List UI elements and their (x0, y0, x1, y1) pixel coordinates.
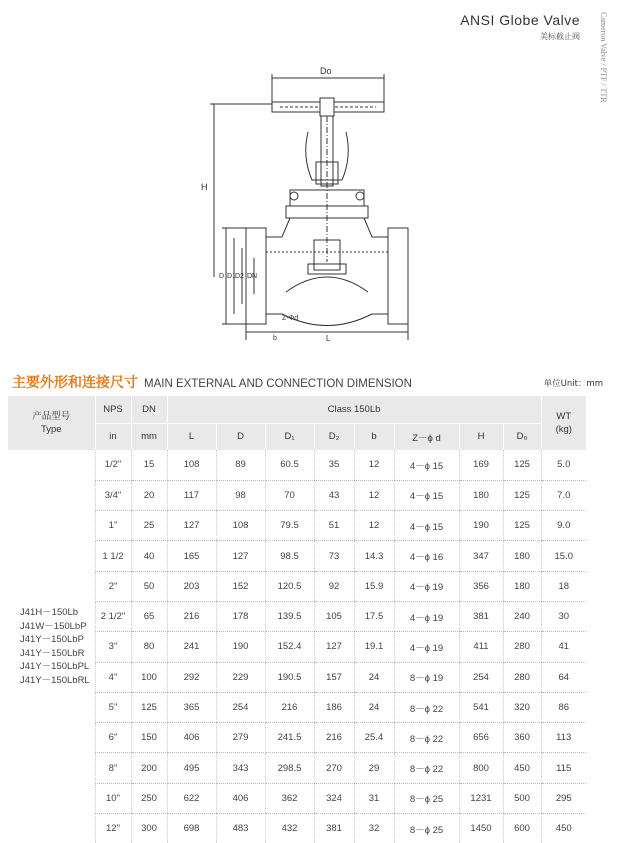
sub-header-7: Z－ϕ d (394, 423, 459, 450)
table-cell: 108 (167, 450, 216, 480)
label-h: H (201, 182, 208, 192)
table-cell: 347 (459, 541, 503, 571)
table-cell: 18 (541, 571, 586, 601)
valve-drawing (190, 62, 430, 342)
table-cell: 8－ϕ 25 (394, 783, 459, 813)
table-cell: 254 (459, 662, 503, 692)
table-cell: 406 (216, 783, 265, 813)
table-cell: 50 (131, 571, 167, 601)
table-cell: 4－ϕ 16 (394, 541, 459, 571)
table-cell: 381 (314, 814, 354, 843)
table-cell: 279 (216, 723, 265, 753)
table-cell: 4－ϕ 15 (394, 511, 459, 541)
table-cell: 8" (95, 753, 131, 783)
table-cell: 17.5 (354, 601, 394, 631)
table-cell: 5" (95, 692, 131, 722)
table-cell: 73 (314, 541, 354, 571)
table-cell: 406 (167, 723, 216, 753)
table-cell: 1450 (459, 814, 503, 843)
table-cell: 12 (354, 480, 394, 510)
table-cell: 125 (503, 450, 541, 480)
nps-header: NPS (95, 396, 131, 423)
sub-header-6: b (354, 423, 394, 450)
table-cell: 86 (541, 692, 586, 722)
table-cell: 4－ϕ 19 (394, 571, 459, 601)
table-row (8, 571, 586, 601)
table-cell: 180 (503, 541, 541, 571)
table-cell: 157 (314, 662, 354, 692)
table-cell: 70 (265, 480, 314, 510)
table-cell: 190 (459, 511, 503, 541)
table-cell: 5.0 (541, 450, 586, 480)
sub-header-1: mm (131, 423, 167, 450)
table-cell: 25 (131, 511, 167, 541)
table-cell: 180 (459, 480, 503, 510)
label-d: D (219, 273, 225, 280)
table-cell: 113 (541, 723, 586, 753)
table-cell: 4－ϕ 15 (394, 480, 459, 510)
table-cell: 216 (265, 692, 314, 722)
class-header: Class 150Lb (167, 396, 541, 423)
table-cell: 117 (167, 480, 216, 510)
table-cell: 450 (503, 753, 541, 783)
table-cell: 324 (314, 783, 354, 813)
table-cell: 254 (216, 692, 265, 722)
table-cell: 120.5 (265, 571, 314, 601)
page-title: ANSI Globe Valve (460, 12, 580, 28)
handwheel (272, 98, 384, 116)
table-cell: 178 (216, 601, 265, 631)
table-cell: 4" (95, 662, 131, 692)
table-row (8, 601, 586, 631)
table-cell: 89 (216, 450, 265, 480)
table-cell: 698 (167, 814, 216, 843)
table-cell: 295 (541, 783, 586, 813)
table-cell: 43 (314, 480, 354, 510)
side-caption: Cameron Valve / PTF / TTR (599, 12, 608, 103)
table-row (8, 783, 586, 813)
table-cell: 362 (265, 783, 314, 813)
table-cell: 483 (216, 814, 265, 843)
table-cell: 1231 (459, 783, 503, 813)
table-cell: 9.0 (541, 511, 586, 541)
table-cell: 64 (541, 662, 586, 692)
table-cell: 32 (354, 814, 394, 843)
table-cell: 152.4 (265, 632, 314, 662)
table-cell: 2 1/2" (95, 601, 131, 631)
sub-header-3: D (216, 423, 265, 450)
table-cell: 152 (216, 571, 265, 601)
table-row (8, 511, 586, 541)
table-cell: 15.0 (541, 541, 586, 571)
table-cell: 51 (314, 511, 354, 541)
table-cell: 356 (459, 571, 503, 601)
table-cell: 115 (541, 753, 586, 783)
table-cell: 150 (131, 723, 167, 753)
table-cell: 31 (354, 783, 394, 813)
table-cell: 40 (131, 541, 167, 571)
table-cell: 381 (459, 601, 503, 631)
table-cell: 29 (354, 753, 394, 783)
table-cell: 365 (167, 692, 216, 722)
type-header: 产品型号 Type (8, 396, 95, 450)
table-cell: 25.4 (354, 723, 394, 753)
label-d2: D2 (235, 273, 244, 280)
label-b: b (273, 335, 277, 342)
table-cell: 298.5 (265, 753, 314, 783)
table-cell: 125 (503, 480, 541, 510)
page-subtitle: 美标截止阀 (540, 32, 580, 41)
table-row (8, 632, 586, 662)
label-z: Z-Φd (282, 315, 299, 322)
table-cell: 320 (503, 692, 541, 722)
table-cell: 280 (503, 662, 541, 692)
table-cell: 190.5 (265, 662, 314, 692)
table-cell: 800 (459, 753, 503, 783)
label-d1: D1 (227, 273, 236, 280)
table-row (8, 450, 586, 480)
table-cell: 8－ϕ 19 (394, 662, 459, 692)
table-cell: 343 (216, 753, 265, 783)
table-cell: 600 (503, 814, 541, 843)
table-cell: 270 (314, 753, 354, 783)
table-cell: 105 (314, 601, 354, 631)
table-cell: 100 (131, 662, 167, 692)
section-title-en: MAIN EXTERNAL AND CONNECTION DIMENSION (144, 378, 412, 390)
table-cell: 139.5 (265, 601, 314, 631)
table-cell: 280 (503, 632, 541, 662)
table-cell: 15 (131, 450, 167, 480)
table-cell: 4－ϕ 15 (394, 450, 459, 480)
table-cell: 360 (503, 723, 541, 753)
table-cell: 656 (459, 723, 503, 753)
table-cell: 12 (354, 450, 394, 480)
table-cell: 6" (95, 723, 131, 753)
table-cell: 60.5 (265, 450, 314, 480)
table-cell: 300 (131, 814, 167, 843)
table-row (8, 753, 586, 783)
table-cell: 127 (216, 541, 265, 571)
sub-header-5: D₂ (314, 423, 354, 450)
table-cell: 241 (167, 632, 216, 662)
table-cell: 1" (95, 511, 131, 541)
table-cell: 3/4" (95, 480, 131, 510)
table-cell: 250 (131, 783, 167, 813)
dn-header: DN (131, 396, 167, 423)
table-cell: 411 (459, 632, 503, 662)
table-cell: 12" (95, 814, 131, 843)
table-cell: 2" (95, 571, 131, 601)
section-title (12, 372, 412, 392)
table-cell: 8－ϕ 25 (394, 814, 459, 843)
table-cell: 292 (167, 662, 216, 692)
table-cell: 30 (541, 601, 586, 631)
section-title-cn: 主要外形和连接尺寸 (12, 375, 138, 391)
table-cell: 8－ϕ 22 (394, 692, 459, 722)
table-cell: 108 (216, 511, 265, 541)
table-cell: 190 (216, 632, 265, 662)
table-cell: 1 1/2 (95, 541, 131, 571)
table-cell: 92 (314, 571, 354, 601)
dimension-table (8, 396, 586, 843)
table-cell: 79.5 (265, 511, 314, 541)
unit-note: 单位Unit：mm (543, 379, 603, 389)
table-cell: 12 (354, 511, 394, 541)
table-cell: 495 (167, 753, 216, 783)
table-cell: 125 (131, 692, 167, 722)
table-cell: 80 (131, 632, 167, 662)
sub-header-9: D₀ (503, 423, 541, 450)
table-cell: 7.0 (541, 480, 586, 510)
table-cell: 216 (167, 601, 216, 631)
table-cell: 65 (131, 601, 167, 631)
table-cell: 24 (354, 662, 394, 692)
table-cell: 127 (314, 632, 354, 662)
table-cell: 24 (354, 692, 394, 722)
table-cell: 203 (167, 571, 216, 601)
table-cell: 3" (95, 632, 131, 662)
table-cell: 4－ϕ 19 (394, 632, 459, 662)
table-cell: 450 (541, 814, 586, 843)
table-cell: 8－ϕ 22 (394, 753, 459, 783)
table-cell: 19.1 (354, 632, 394, 662)
table-body (8, 450, 586, 843)
table-cell: 186 (314, 692, 354, 722)
table-cell: 165 (167, 541, 216, 571)
table-row (8, 814, 586, 843)
label-l: L (326, 334, 331, 342)
table-cell: 180 (503, 571, 541, 601)
table-cell: 8－ϕ 22 (394, 723, 459, 753)
label-dn: DN (247, 273, 258, 280)
table-cell: 41 (541, 632, 586, 662)
table-row (8, 541, 586, 571)
table-cell: 229 (216, 662, 265, 692)
table-cell: 500 (503, 783, 541, 813)
table-row (8, 723, 586, 753)
wt-header: WT (kg) (541, 396, 586, 450)
table-cell: 200 (131, 753, 167, 783)
table-cell: 4－ϕ 19 (394, 601, 459, 631)
table-cell: 35 (314, 450, 354, 480)
table-cell: 15.9 (354, 571, 394, 601)
table-cell: 14.3 (354, 541, 394, 571)
table-cell: 20 (131, 480, 167, 510)
table-row (8, 480, 586, 510)
table-cell: 241.5 (265, 723, 314, 753)
table-cell: 240 (503, 601, 541, 631)
table-row (8, 692, 586, 722)
table-cell: 622 (167, 783, 216, 813)
label-do: Do (320, 66, 332, 76)
table-cell: 10" (95, 783, 131, 813)
sub-header-8: H (459, 423, 503, 450)
table-cell: 432 (265, 814, 314, 843)
table-cell: 98.5 (265, 541, 314, 571)
table-cell: 125 (503, 511, 541, 541)
table-cell: 169 (459, 450, 503, 480)
table-cell: 98 (216, 480, 265, 510)
sub-header-4: D₁ (265, 423, 314, 450)
sub-header-0: in (95, 423, 131, 450)
sub-header-row (8, 423, 586, 450)
sub-header-2: L (167, 423, 216, 450)
table-cell: 127 (167, 511, 216, 541)
table-cell: 1/2" (95, 450, 131, 480)
table-cell: 541 (459, 692, 503, 722)
type-models-cell: J41H－150Lb J41W－150LbP J41Y－150LbP J41Y－150LbR J41Y－150LbPL J41Y－150LbRL (8, 450, 95, 843)
table-cell: 216 (314, 723, 354, 753)
table-row (8, 662, 586, 692)
